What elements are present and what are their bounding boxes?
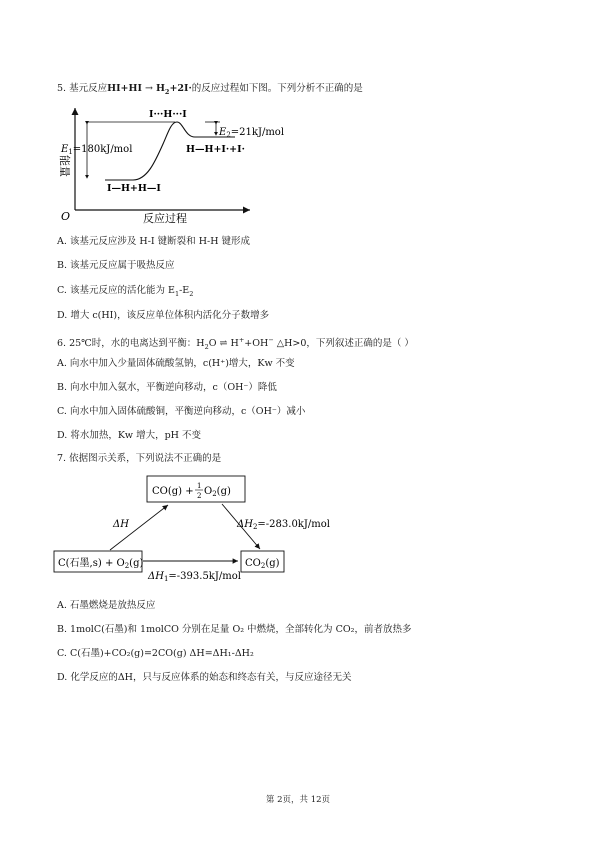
e1-label: $E_1=180kJ$/mol <box>61 144 133 156</box>
q7-option-b: B. 1molC(石墨)和 1molCO 分别在足量 O₂ 中燃烧，全部转化为 CO₂，前者放热多 <box>57 624 412 635</box>
q5-option-b: B. 该基元反应属于吸热反应 <box>57 260 175 271</box>
q5-option-c: C. 该基元反应的活化能为 $E_1-E_2$ <box>57 285 194 298</box>
transition-state-label: I···H···I <box>149 109 187 120</box>
q5-option-d: D. 增大 c(HI)，该反应单位体积内活化分子数增多 <box>57 310 270 321</box>
energy-profile-diagram <box>55 100 285 225</box>
q6-stem: 6. 25℃时，水的电离达到平衡：$H_2O$ ⇌ H++OH− △H>0，下列叙述正确的是（ ） <box>57 336 414 352</box>
page-footer: 第 2页，共 12页 <box>265 795 331 805</box>
origin-label: O <box>61 210 71 223</box>
products-label: H—H+I·+I· <box>186 144 245 155</box>
e2-label: $E_2=21kJ$/mol <box>219 127 285 139</box>
x-axis-label: 反应过程 <box>143 212 187 225</box>
q7-option-c: C. C(石墨)+CO₂(g)=2CO(g) ΔH=ΔH₁-ΔH₂ <box>57 648 254 659</box>
svg-text:2: 2 <box>197 492 202 500</box>
q5-option-a: A. 该基元反应涉及 H-I 键断裂和 H-H 键形成 <box>57 236 251 247</box>
dh-label: ΔH <box>113 519 129 530</box>
q7-stem: 7. 依据图示关系，下列说法不正确的是 <box>57 453 222 464</box>
q5-stem: 5. 基元反应$HI+HI \to H_2+2I\cdot$的反应过程如下图。下列分析不正确的是 <box>57 83 363 96</box>
q6-option-b: B. 向水中加入氨水，平衡逆向移动，c（OH⁻）降低 <box>57 382 277 393</box>
q6-option-d: D. 将水加热，Kw 增大，pH 不变 <box>57 430 201 441</box>
q6-option-a: A. 向水中加入少量固体硫酸氢钠，c(H⁺)增大，Kw 不变 <box>57 358 295 369</box>
dh2-label: $\Delta H_2=-283.0kJ$/mol <box>237 519 330 531</box>
dh1-label: $\Delta H_1=-393.5kJ$/mol <box>148 571 241 583</box>
svg-text:1: 1 <box>197 482 202 490</box>
right-box-label: $CO_2(g)$ <box>245 558 280 570</box>
q7-option-d: D. 化学反应的ΔH，只与反应体系的始态和终态有关，与反应途径无关 <box>57 672 352 683</box>
enthalpy-cycle-diagram <box>50 470 350 582</box>
left-box-label: C(石墨$,s) + O_2(g)$ <box>58 558 144 570</box>
q7-option-a: A. 石墨燃烧是放热反应 <box>57 600 156 611</box>
y-axis-label: 能量 <box>58 155 71 177</box>
svg-text:O2(g): $O_2(g)$ <box>204 486 231 498</box>
top-box-label: CO(g) + <box>152 486 194 497</box>
q6-option-c: C. 向水中加入固体硫酸铜，平衡逆向移动，c（OH⁻）减小 <box>57 406 306 417</box>
reactants-label: I—H+H—I <box>107 183 161 194</box>
